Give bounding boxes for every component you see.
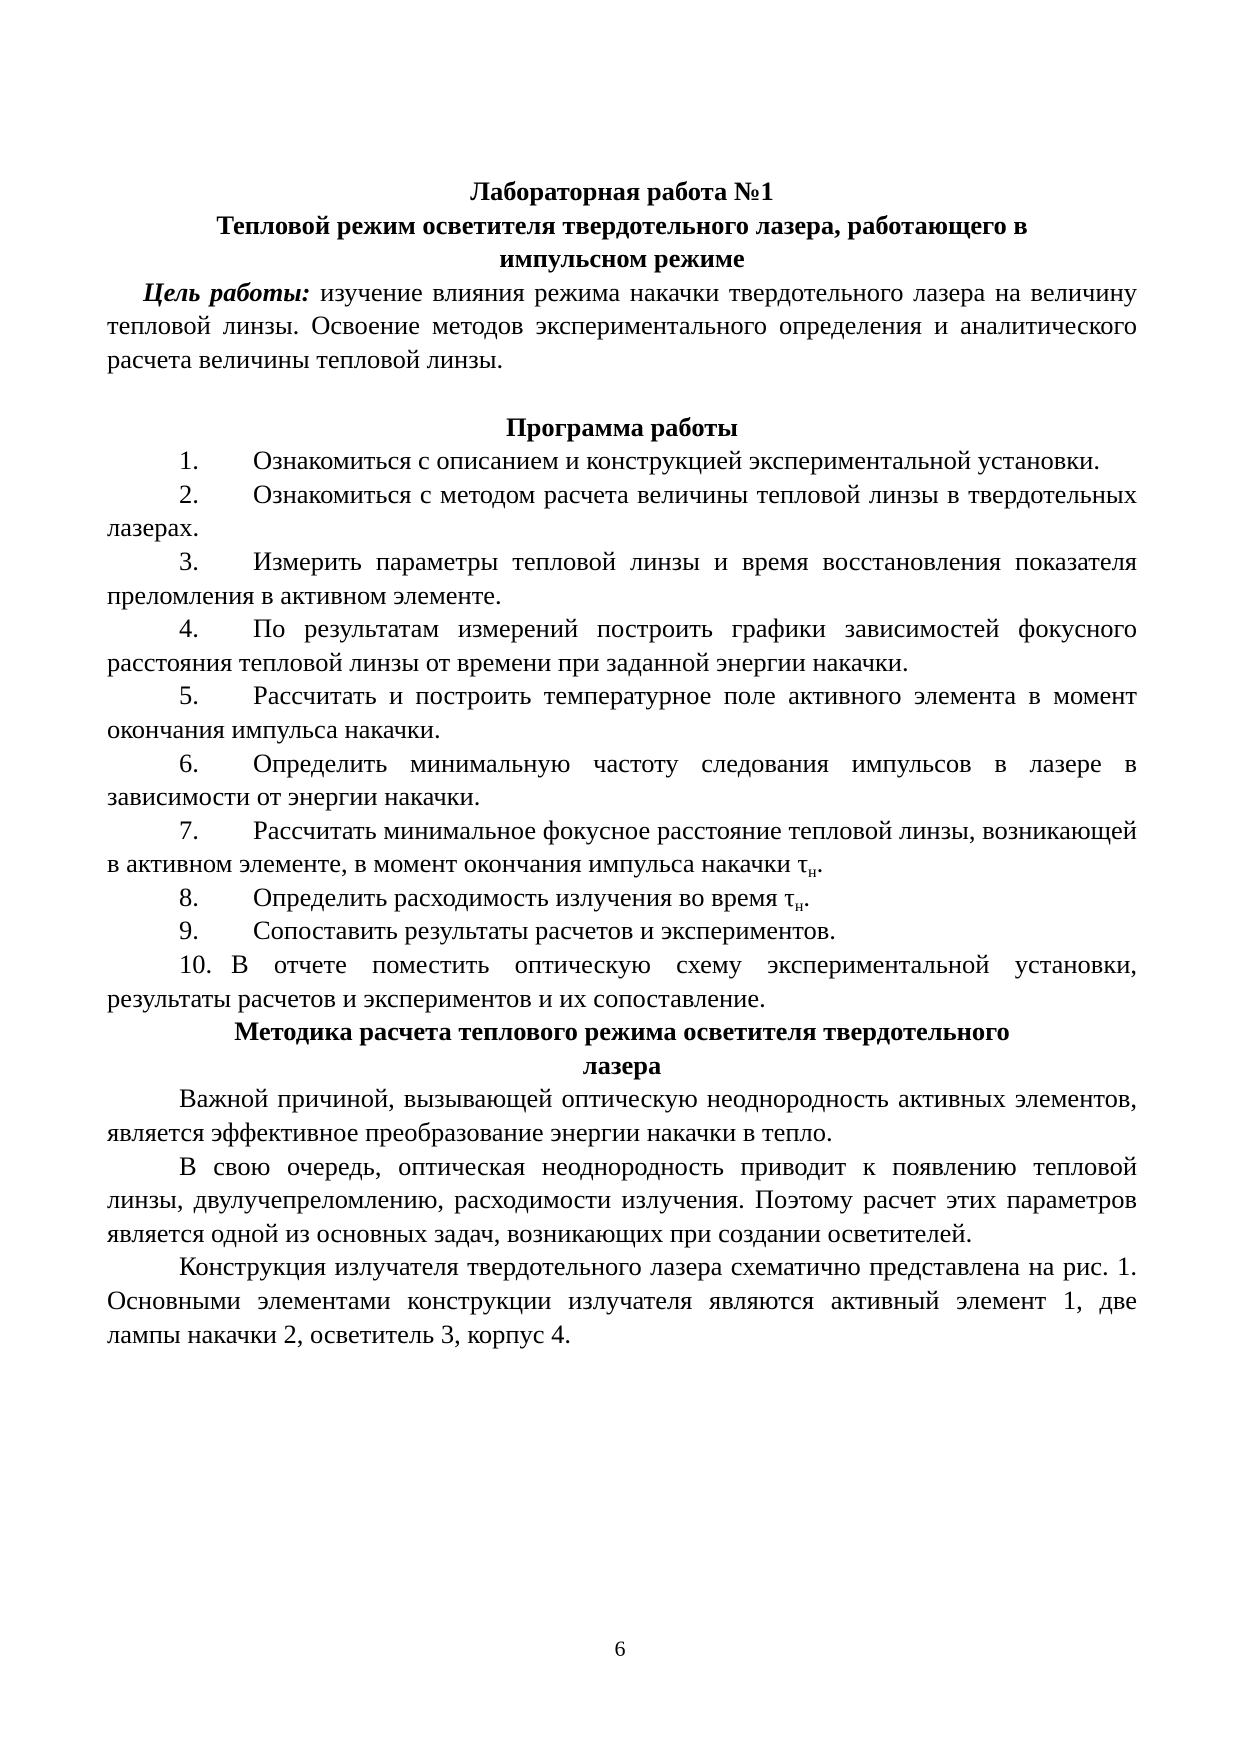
goal-label: Цель работы: [143, 276, 311, 307]
item-number: 6. [179, 747, 199, 778]
item-number: 10. [179, 949, 213, 980]
item-number: 2. [179, 478, 199, 509]
subscript-n: н [808, 864, 817, 882]
program-item-5 [107, 679, 1137, 746]
item-text: Определить минимальную частоту следования импульсов в лазере в зависимости от энергии накачки. [107, 747, 1137, 812]
item-text: Рассчитать и построить температурное поле активного элемента в момент окончания импульса накачки. [107, 680, 1137, 744]
item-text: Измерить параметры тепловой линзы и время восстановления показателя преломления в активном элементе. [107, 545, 1137, 610]
goal-text: изучение влияния режима накачки твердотельного лазера на величину тепловой линзы. Освоение методов экспериментального определения и аналитического расчета величины тепловой линзы. [107, 276, 1138, 374]
item-number: 5. [179, 680, 199, 711]
document-page [107, 175, 1137, 1351]
item-text: Сопоставить результаты расчетов и экспериментов. [253, 915, 836, 946]
item-number: 4. [179, 613, 199, 644]
spacer [107, 377, 1137, 411]
lab-subtitle-line1: Тепловой режим осветителя твердотельного лазера, работающего в [216, 209, 1028, 240]
item-text: Ознакомиться с методом расчета величины тепловой линзы в твердотельных лазерах. [107, 478, 1137, 543]
program-heading: Программа работы [506, 411, 738, 442]
subscript-n: н [794, 897, 804, 915]
item-text: Определить расходимость излучения во время τ [253, 881, 795, 912]
item-text: По результатам измерений построить графики зависимостей фокусного расстояния тепловой линзы от времени при заданной энергии накачки. [107, 613, 1137, 677]
program-item-9 [107, 914, 1137, 948]
program-item-6 [107, 747, 1137, 814]
item-text: Рассчитать минимальное фокусное расстояние тепловой линзы, возникающей в активном элементе, в момент окончания импульса накачки τ [107, 814, 1137, 879]
program-item-1 [107, 444, 1137, 478]
method-paragraph-2: В свою очередь, оптическая неоднородность приводит к появлению тепловой линзы, двулучепреломлению, расходимости излучения. Поэтому расчет этих параметров является одной из основных задач, возникающих при создании осветителей. [107, 1150, 1137, 1248]
program-item-10 [107, 948, 1137, 1015]
program-item-2 [107, 478, 1137, 545]
item-tail: . [816, 848, 824, 879]
lab-title: Лабораторная работа №1 [470, 176, 774, 206]
item-text: В отчете поместить оптическую схему экспериментальной установки, результаты расчетов и экспериментов и их сопоставление. [107, 949, 1137, 1013]
method-paragraph-3: Конструкция излучателя твердотельного лазера схематично представлена на рис. 1. Основными элементами конструкции излучателя являются активный элемент 1, две лампы накачки 2, осветитель 3, корпус 4. [107, 1251, 1137, 1349]
item-tail: . [803, 881, 811, 912]
item-number: 1. [179, 445, 199, 476]
item-text: Ознакомиться с описанием и конструкцией экспериментальной установки. [253, 445, 1100, 476]
item-number: 7. [179, 814, 199, 845]
goal-paragraph [107, 276, 1137, 377]
program-item-3 [107, 545, 1137, 612]
item-number: 8. [179, 881, 199, 912]
item-number: 9. [179, 915, 199, 946]
item-number: 3. [179, 545, 199, 576]
method-paragraph-1: Важной причиной, вызывающей оптическую неоднородность активных элементов, является эффективное преобразование энергии накачки в тепло. [107, 1083, 1137, 1148]
program-item-7 [107, 814, 1137, 881]
lab-subtitle-line2: импульсном режиме [499, 243, 745, 274]
program-item-4 [107, 612, 1137, 679]
page-number: 6 [614, 1636, 626, 1661]
method-heading-line1: Методика расчета теплового режима осветителя твердотельного [234, 1016, 1010, 1047]
method-heading-line2: лазера [582, 1049, 662, 1080]
program-item-8 [107, 881, 1137, 915]
